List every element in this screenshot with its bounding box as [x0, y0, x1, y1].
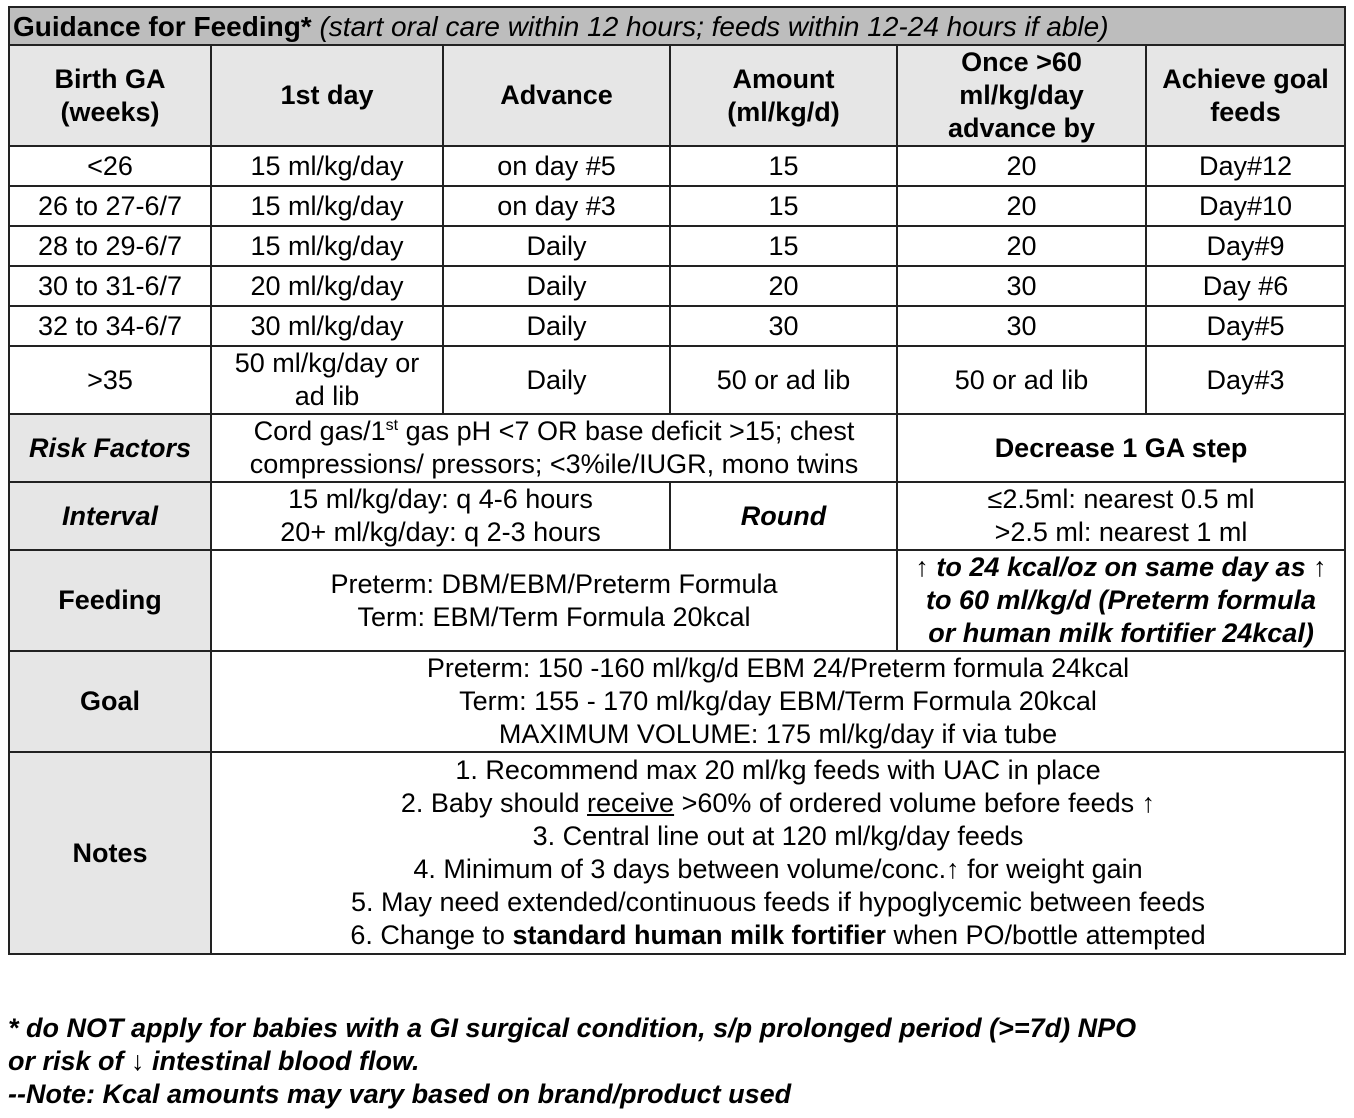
table-row: [9, 146, 1345, 186]
interval-label: Interval: [9, 482, 211, 550]
risk-factors-text: Cord gas/1st gas pH <7 OR base deficit >15; chest compressions/ pressors; <3%ile/IUGR, mono twins: [211, 414, 897, 482]
cell-first-day: 15 ml/kg/day: [211, 146, 443, 186]
header-row: [9, 45, 1345, 146]
note-item: 1. Recommend max 20 ml/kg feeds with UAC in place: [455, 755, 1101, 785]
cell-ga: 28 to 29-6/7: [9, 226, 211, 266]
note-item: 2. Baby should receive >60% of ordered volume before feeds ↑: [400, 788, 1156, 818]
table-row: [9, 186, 1345, 226]
cell-once: 50 or ad lib: [897, 346, 1146, 414]
table-row: [9, 306, 1345, 346]
cell-ga: >35: [9, 346, 211, 414]
header-once-over-60: Once >60 ml/kg/day advance by: [897, 45, 1146, 146]
note-item: 6. Change to standard human milk fortifier when PO/bottle attempted: [350, 920, 1206, 950]
header-amount: Amount (ml/kg/d): [670, 45, 897, 146]
cell-ga: 32 to 34-6/7: [9, 306, 211, 346]
risk-factors-label: Risk Factors: [9, 414, 211, 482]
cell-amount: 30: [670, 306, 897, 346]
note-item: 3. Central line out at 120 ml/kg/day feeds: [532, 821, 1024, 851]
note-item: 5. May need extended/continuous feeds if hypoglycemic between feeds: [350, 887, 1206, 917]
cell-advance: Daily: [443, 346, 670, 414]
cell-goal: Day#12: [1146, 146, 1345, 186]
cell-advance: on day #3: [443, 186, 670, 226]
cell-first-day: 20 ml/kg/day: [211, 266, 443, 306]
table-title: [9, 7, 1345, 45]
cell-once: 20: [897, 186, 1146, 226]
goal-text: Preterm: 150 -160 ml/kg/d EBM 24/Preterm formula 24kcal Term: 155 - 170 ml/kg/day EBM/Term Formula 20kcal MAXIMUM VOLUME: 175 ml/kg/day if via tube: [211, 651, 1345, 752]
interval-row: [9, 482, 1345, 550]
feeding-text: Preterm: DBM/EBM/Preterm Formula Term: EBM/Term Formula 20kcal: [211, 550, 897, 651]
title-bold: Guidance for Feeding*: [13, 10, 312, 42]
feeding-row: [9, 550, 1345, 651]
cell-first-day: 30 ml/kg/day: [211, 306, 443, 346]
notes-text: [211, 752, 1345, 954]
table-row: [9, 346, 1345, 414]
cell-amount: 20: [670, 266, 897, 306]
cell-once: 30: [897, 266, 1146, 306]
feeding-note: ↑ to 24 kcal/oz on same day as ↑ to 60 ml/kg/d (Preterm formula or human milk fortifier 24kcal): [897, 550, 1345, 651]
goal-row: [9, 651, 1345, 752]
round-text: ≤2.5ml: nearest 0.5 ml >2.5 ml: nearest 1 ml: [897, 482, 1345, 550]
note-item: 4. Minimum of 3 days between volume/conc.↑ for weight gain: [413, 854, 1143, 884]
interval-text: 15 ml/kg/day: q 4-6 hours 20+ ml/kg/day: q 2-3 hours: [211, 482, 670, 550]
title-italic: (start oral care within 12 hours; feeds within 12-24 hours if able): [311, 10, 1109, 42]
cell-ga: 26 to 27-6/7: [9, 186, 211, 226]
footnote-line: * do NOT apply for babies with a GI surgical condition, s/p prolonged period (>=7d) NPO: [8, 1013, 1137, 1043]
risk-factors-action: Decrease 1 GA step: [897, 414, 1345, 482]
cell-ga: <26: [9, 146, 211, 186]
risk-factors-row: [9, 414, 1345, 482]
table-row: [9, 226, 1345, 266]
round-label: Round: [670, 482, 897, 550]
cell-advance: Daily: [443, 266, 670, 306]
cell-once: 20: [897, 146, 1146, 186]
cell-advance: Daily: [443, 226, 670, 266]
header-first-day: 1st day: [211, 45, 443, 146]
cell-goal: Day#5: [1146, 306, 1345, 346]
cell-first-day: 15 ml/kg/day: [211, 226, 443, 266]
cell-first-day: 15 ml/kg/day: [211, 186, 443, 226]
cell-goal: Day #6: [1146, 266, 1345, 306]
cell-once: 30: [897, 306, 1146, 346]
cell-advance: on day #5: [443, 146, 670, 186]
feeding-label: Feeding: [9, 550, 211, 651]
cell-once: 20: [897, 226, 1146, 266]
footnote-line: --Note: Kcal amounts may vary based on brand/product used: [8, 1079, 792, 1109]
header-birth-ga: Birth GA (weeks): [9, 45, 211, 146]
cell-goal: Day#9: [1146, 226, 1345, 266]
cell-amount: 15: [670, 146, 897, 186]
cell-goal: Day#10: [1146, 186, 1345, 226]
notes-row: [9, 752, 1345, 954]
cell-ga: 30 to 31-6/7: [9, 266, 211, 306]
footnote-line: or risk of ↓ intestinal blood flow.: [8, 1046, 420, 1076]
footnote: [8, 1012, 1344, 1111]
header-advance: Advance: [443, 45, 670, 146]
cell-amount: 15: [670, 186, 897, 226]
cell-amount: 15: [670, 226, 897, 266]
goal-label: Goal: [9, 651, 211, 752]
feeding-guidance-table: [8, 6, 1346, 955]
cell-first-day: 50 ml/kg/day or ad lib: [211, 346, 443, 414]
header-achieve-goal: Achieve goal feeds: [1146, 45, 1345, 146]
notes-label: Notes: [9, 752, 211, 954]
cell-advance: Daily: [443, 306, 670, 346]
cell-goal: Day#3: [1146, 346, 1345, 414]
cell-amount: 50 or ad lib: [670, 346, 897, 414]
table-row: [9, 266, 1345, 306]
